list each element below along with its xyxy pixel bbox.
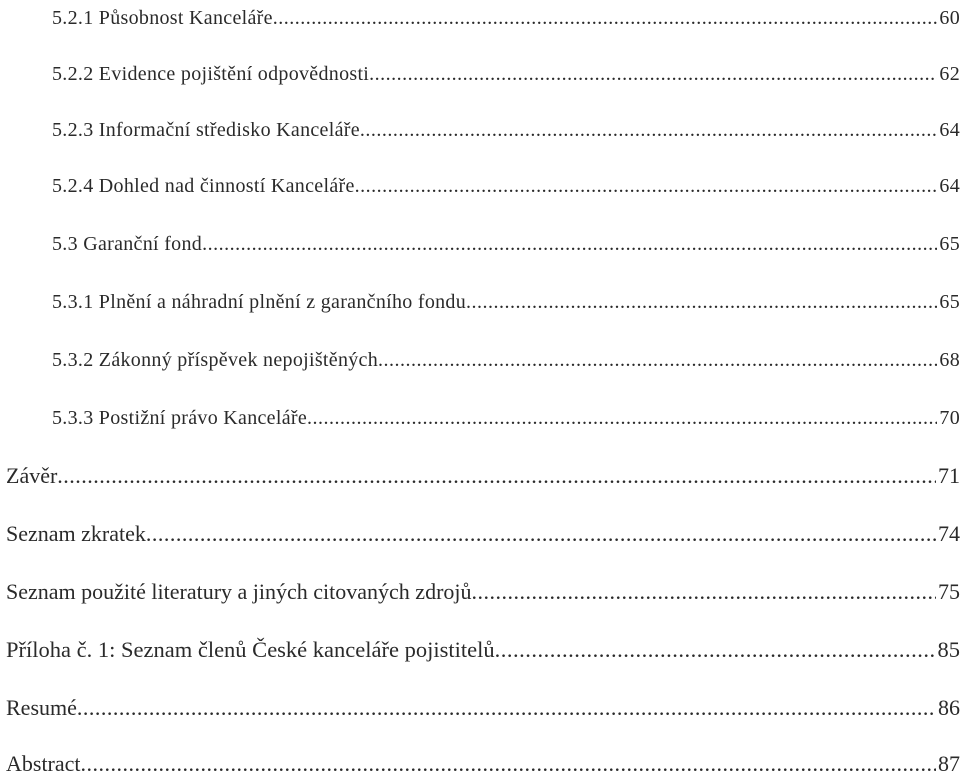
toc-entry-label: Příloha č. 1: Seznam členů České kanceláře pojistitelů: [6, 632, 495, 668]
toc-entry-page: 75: [936, 574, 960, 610]
toc-entry-page: 68: [937, 342, 960, 378]
toc-entry-page: 60: [937, 0, 960, 36]
toc-entry-5-3-1[interactable]: [0, 284, 960, 320]
toc-entry-5-2-3[interactable]: [0, 112, 960, 148]
toc-entry-page: 65: [937, 284, 960, 320]
toc-entry-seznam-literatury[interactable]: [0, 574, 960, 610]
toc-entry-page: 74: [936, 516, 960, 552]
toc-entry-seznam-zkratek[interactable]: [0, 516, 960, 552]
toc-entry-page: 65: [937, 226, 960, 262]
toc-leader-dots: [355, 168, 938, 204]
toc-leader-dots: [378, 342, 937, 378]
toc-leader-dots: [57, 458, 936, 494]
toc-entry-label: Seznam zkratek: [6, 516, 146, 552]
toc-entry-label: 5.3.3 Postižní právo Kanceláře: [52, 400, 307, 436]
toc-entry-page: 62: [937, 56, 960, 92]
toc-leader-dots: [466, 284, 937, 320]
toc-leader-dots: [146, 516, 936, 552]
toc-entry-label: 5.3 Garanční fond: [52, 226, 202, 262]
toc-entry-label: 5.3.2 Zákonný příspěvek nepojištěných: [52, 342, 378, 378]
toc-entry-page: 64: [937, 112, 960, 148]
toc-entry-page: 70: [937, 400, 960, 436]
toc-leader-dots: [360, 112, 937, 148]
toc-leader-dots: [307, 400, 937, 436]
toc-entry-label: 5.3.1 Plnění a náhradní plnění z garančního fondu: [52, 284, 466, 320]
toc-entry-5-2-1[interactable]: [0, 0, 960, 36]
toc-entry-label: 5.2.4 Dohled nad činností Kanceláře: [52, 168, 355, 204]
toc-entry-label: 5.2.1 Působnost Kanceláře: [52, 0, 273, 36]
toc-entry-5-2-2[interactable]: [0, 56, 960, 92]
toc-entry-5-3-2[interactable]: [0, 342, 960, 378]
toc-entry-page: 87: [936, 746, 960, 782]
toc-leader-dots: [81, 746, 936, 782]
toc-entry-page: 64: [937, 168, 960, 204]
toc-entry-page: 71: [936, 458, 960, 494]
toc-entry-5-2-4[interactable]: [0, 168, 960, 204]
toc-entry-abstract[interactable]: [0, 746, 960, 782]
toc-entry-label: Resumé: [6, 690, 77, 726]
toc-leader-dots: [495, 632, 936, 668]
toc-leader-dots: [472, 574, 936, 610]
toc-entry-page: 85: [936, 632, 960, 668]
toc-entry-label: Abstract: [6, 746, 81, 782]
toc-entry-5-3[interactable]: [0, 226, 960, 262]
toc-entry-label: Závěr: [6, 458, 57, 494]
toc-entry-priloha-1[interactable]: [0, 632, 960, 668]
toc-leader-dots: [77, 690, 936, 726]
toc-entry-5-3-3[interactable]: [0, 400, 960, 436]
toc-entry-zaver[interactable]: [0, 458, 960, 494]
toc-leader-dots: [369, 56, 937, 92]
toc-entry-label: 5.2.2 Evidence pojištění odpovědnosti: [52, 56, 369, 92]
toc-entry-label: Seznam použité literatury a jiných citovaných zdrojů: [6, 574, 472, 610]
toc-leader-dots: [273, 0, 938, 36]
toc-entry-resume[interactable]: [0, 690, 960, 726]
toc-entry-page: 86: [936, 690, 960, 726]
toc-entry-label: 5.2.3 Informační středisko Kanceláře: [52, 112, 360, 148]
toc-leader-dots: [202, 226, 937, 262]
